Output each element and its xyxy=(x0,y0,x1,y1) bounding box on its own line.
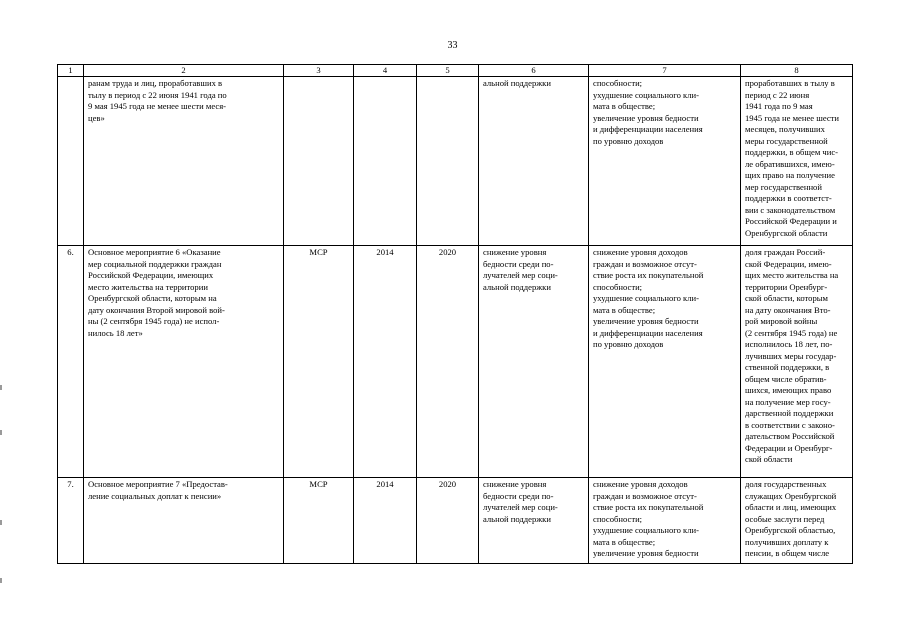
column-number: 6 xyxy=(479,65,589,77)
expected-result-line: бедности среди по- xyxy=(483,258,554,269)
non-implementation-consequences-line: граждан и возможное отсут- xyxy=(593,490,697,501)
table-row xyxy=(58,246,853,478)
start-year-cell xyxy=(354,77,417,246)
linked-indicator-line: (2 сентября 1945 года) не xyxy=(745,327,838,338)
scan-edge-mark xyxy=(0,430,2,435)
non-implementation-consequences-line: снижение уровня доходов xyxy=(593,247,688,257)
non-implementation-consequences-line: ухудшение социального кли- xyxy=(593,293,699,303)
scan-edge-mark xyxy=(0,520,2,525)
executor-cell: МСР xyxy=(284,246,354,478)
end-year-cell xyxy=(417,77,479,246)
non-implementation-consequences-line: и дифференциации населения xyxy=(593,124,703,134)
linked-indicator-line: мер государственной xyxy=(745,181,822,192)
linked-indicator-line: ской Федерации, имею- xyxy=(745,258,832,269)
end-year-cell: 2020 xyxy=(417,478,479,564)
measure-name-line: тылу в период с 22 июня 1941 года по xyxy=(88,89,227,100)
column-number-row xyxy=(58,65,853,77)
non-implementation-consequences-cell xyxy=(589,77,741,246)
linked-indicator-line: меры государственной xyxy=(745,135,828,146)
expected-result-cell xyxy=(479,478,589,564)
column-number: 4 xyxy=(354,65,417,77)
measure-name-line: 9 мая 1945 года не менее шести меся- xyxy=(88,101,227,111)
linked-indicator-cell xyxy=(741,77,853,246)
table-row xyxy=(58,77,853,246)
non-implementation-consequences-line: способности; xyxy=(593,513,643,524)
expected-result-line: лучателей мер соци- xyxy=(483,270,558,280)
linked-indicator-line: особые заслуги перед xyxy=(745,513,825,524)
end-year-cell: 2020 xyxy=(417,246,479,478)
non-implementation-consequences-line: увеличение уровня бедности xyxy=(593,316,699,326)
linked-indicator-line: ственной поддержки, в xyxy=(745,362,830,372)
measure-name-line: нилось 18 лет» xyxy=(88,327,143,338)
linked-indicator-line: ле обратившихся, имею- xyxy=(745,158,835,169)
expected-result-cell xyxy=(479,246,589,478)
linked-indicator-line: территории Оренбург- xyxy=(745,281,828,292)
executor-cell xyxy=(284,77,354,246)
non-implementation-consequences-cell xyxy=(589,478,741,564)
measure-name-line: Оренбургской области, которым на xyxy=(88,293,217,303)
non-implementation-consequences-line: увеличение уровня бедности xyxy=(593,548,699,558)
table-row xyxy=(58,478,853,564)
linked-indicator-line: проработавших в тылу в xyxy=(745,78,835,88)
non-implementation-consequences-line: и дифференциации населения xyxy=(593,327,703,338)
expected-result-line: альной поддержки xyxy=(483,281,551,292)
scan-edge-mark xyxy=(0,578,2,583)
linked-indicator-line: щих право на получение xyxy=(745,170,835,180)
non-implementation-consequences-cell xyxy=(589,246,741,478)
column-number: 8 xyxy=(741,65,853,77)
linked-indicator-line: вии с законодательством xyxy=(745,204,836,215)
non-implementation-consequences-line: граждан и возможное отсут- xyxy=(593,258,697,269)
row-number-cell: 6. xyxy=(58,246,84,478)
linked-indicator-line: в соответствии с законо- xyxy=(745,419,835,430)
non-implementation-consequences-line: ствие роста их покупательной xyxy=(593,502,704,512)
page-number: 33 xyxy=(447,40,458,51)
column-number: 3 xyxy=(284,65,354,77)
linked-indicator-line: поддержки, в общем чис- xyxy=(745,147,839,157)
linked-indicator-line: доля государственных xyxy=(745,479,827,489)
measures-table xyxy=(57,64,853,564)
measure-name-line: место жительства на территории xyxy=(88,281,208,292)
non-implementation-consequences-line: по уровню доходов xyxy=(593,339,664,349)
expected-result-line: снижение уровня xyxy=(483,479,547,489)
measure-name-line: Основное мероприятие 7 «Предостав- xyxy=(88,479,228,489)
measure-name-cell xyxy=(84,77,284,246)
non-implementation-consequences-line: ухудшение социального кли- xyxy=(593,89,699,100)
non-implementation-consequences-line: снижение уровня доходов xyxy=(593,479,688,489)
expected-result-line: лучателей мер соци- xyxy=(483,502,558,512)
linked-indicator-line: получивших доплату к xyxy=(745,536,829,547)
measure-name-line: ранам труда и лиц, проработавших в xyxy=(88,78,223,88)
expected-result-line: бедности среди по- xyxy=(483,490,554,501)
row-number-cell: 7. xyxy=(58,478,84,564)
linked-indicator-line: дательством Российской xyxy=(745,431,835,441)
column-number: 7 xyxy=(589,65,741,77)
non-implementation-consequences-line: мата в обществе; xyxy=(593,304,656,315)
linked-indicator-line: 1941 года по 9 мая xyxy=(745,101,813,111)
linked-indicator-line: Оренбургской области xyxy=(745,227,828,238)
non-implementation-consequences-line: мата в обществе; xyxy=(593,101,656,111)
linked-indicator-line: щих место жительства на xyxy=(745,270,839,280)
non-implementation-consequences-line: увеличение уровня бедности xyxy=(593,112,699,123)
scan-edge-mark xyxy=(0,385,2,390)
linked-indicator-line: 1945 года не менее шести xyxy=(745,112,840,123)
linked-indicator-line: лучивших меры государ- xyxy=(745,350,837,361)
linked-indicator-line: Оренбургской областью, xyxy=(745,525,836,535)
linked-indicator-cell xyxy=(741,478,853,564)
executor-cell: МСР xyxy=(284,478,354,564)
linked-indicator-line: на получение мер госу- xyxy=(745,396,831,407)
row-number-cell xyxy=(58,77,84,246)
measure-name-cell xyxy=(84,478,284,564)
non-implementation-consequences-line: по уровню доходов xyxy=(593,135,664,146)
linked-indicator-line: пенсии, в общем числе xyxy=(745,548,830,558)
linked-indicator-line: ской области, которым xyxy=(745,293,828,303)
column-number: 5 xyxy=(417,65,479,77)
linked-indicator-line: рой мировой войны xyxy=(745,316,818,326)
expected-result-line: альной поддержки xyxy=(483,78,551,88)
non-implementation-consequences-line: ствие роста их покупательной xyxy=(593,270,704,280)
expected-result-cell xyxy=(479,77,589,246)
linked-indicator-line: на дату окончания Вто- xyxy=(745,304,831,315)
measure-name-line: Российской Федерации, имеющих xyxy=(88,270,214,280)
measure-name-line: ны (2 сентября 1945 года) не испол- xyxy=(88,316,220,326)
column-number: 1 xyxy=(58,65,84,77)
linked-indicator-line: период с 22 июня xyxy=(745,89,810,100)
measure-name-line: Основное мероприятие 6 «Оказание xyxy=(88,247,221,257)
measure-name-line: цев» xyxy=(88,112,105,123)
measure-name-line: дату окончания Второй мировой вой- xyxy=(88,304,225,315)
linked-indicator-line: области и лиц, имеющих xyxy=(745,502,837,512)
expected-result-line: снижение уровня xyxy=(483,247,547,257)
linked-indicator-line: Федерации и Оренбург- xyxy=(745,442,833,453)
non-implementation-consequences-line: мата в обществе; xyxy=(593,536,656,547)
linked-indicator-cell xyxy=(741,246,853,478)
linked-indicator-line: месяцев, получивших xyxy=(745,124,825,134)
linked-indicator-line: служащих Оренбургской xyxy=(745,490,837,501)
linked-indicator-line: доля граждан Россий- xyxy=(745,247,826,257)
linked-indicator-line: ской области xyxy=(745,454,793,464)
column-number: 2 xyxy=(84,65,284,77)
linked-indicator-line: шихся, имеющих право xyxy=(745,385,832,395)
measure-name-line: мер социальной поддержки граждан xyxy=(88,258,222,269)
non-implementation-consequences-line: способности; xyxy=(593,281,643,292)
expected-result-line: альной поддержки xyxy=(483,513,551,524)
linked-indicator-line: общем числе обратив- xyxy=(745,373,827,384)
non-implementation-consequences-line: ухудшение социального кли- xyxy=(593,525,699,535)
measure-name-cell xyxy=(84,246,284,478)
linked-indicator-line: исполнилось 18 лет, по- xyxy=(745,339,833,349)
linked-indicator-line: поддержки в соответст- xyxy=(745,193,832,203)
linked-indicator-line: Российской Федерации и xyxy=(745,216,837,226)
start-year-cell: 2014 xyxy=(354,478,417,564)
measure-name-line: ление социальных доплат к пенсии» xyxy=(88,490,222,501)
non-implementation-consequences-line: способности; xyxy=(593,78,643,88)
start-year-cell: 2014 xyxy=(354,246,417,478)
linked-indicator-line: дарственной поддержки xyxy=(745,408,834,418)
